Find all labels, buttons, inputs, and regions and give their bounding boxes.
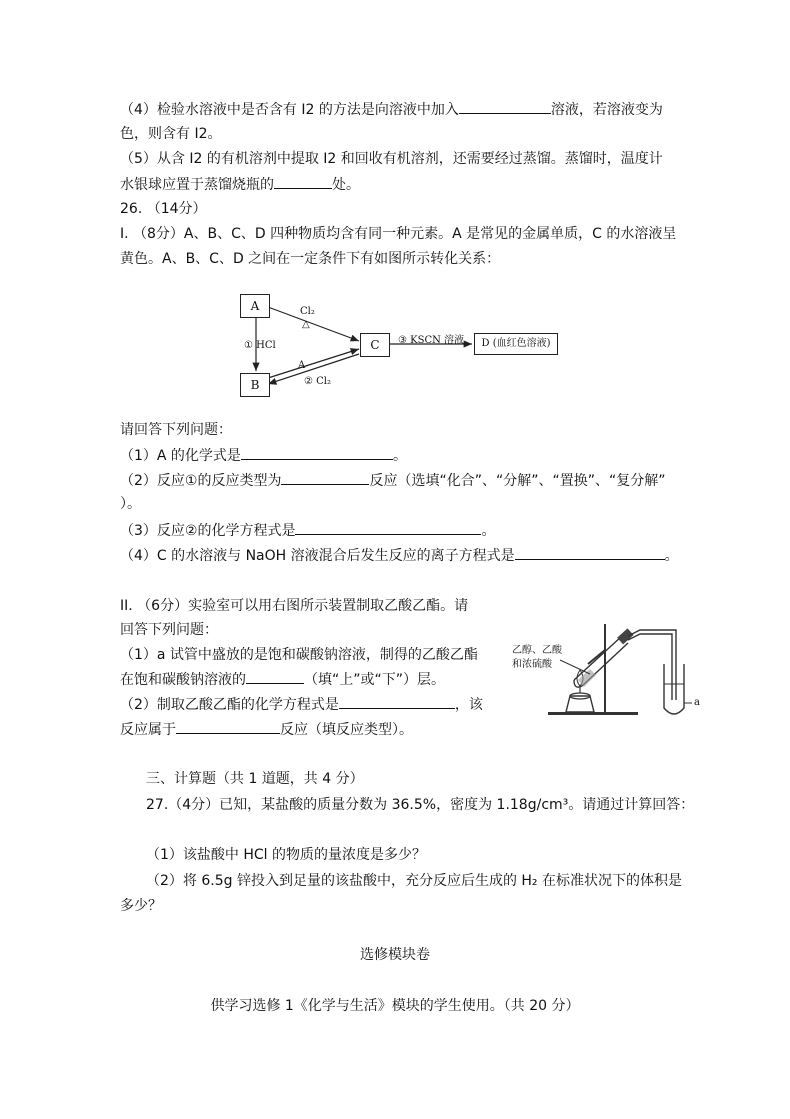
q25-5-line1: （5）从含 I2 的有机溶剂中提取 I2 和回收有机溶剂，还需要经过蒸馏。蒸馏时，温度计: [120, 151, 663, 167]
q26-3: （3）反应②的化学方程式是 。: [120, 520, 495, 541]
q26-I-line2: 黄色。A、B、C、D 之间在一定条件下有如图所示转化关系：: [120, 251, 501, 267]
box-b: B: [240, 373, 270, 397]
tube-a-label: a: [694, 697, 700, 708]
q25-4-line1: （4）检验水溶液中是否含有 I2 的方法是向溶液中加入 溶液，若溶液变为: [120, 99, 663, 120]
q26-2-line1: （2）反应①的反应类型为 反应（选填“化合”、“分解”、“置换”、“复分解”: [120, 470, 666, 491]
q26-1: （1）A 的化学式是 。: [120, 445, 407, 466]
q27-2-line1: （2）将 6.5g 锌投入到足量的该盐酸中，充分反应后生成的 H₂ 在标准状况下的体积是: [146, 873, 682, 889]
label-step2-cl2: ② Cl₂: [304, 376, 332, 387]
q26-heading: 26. （14分）: [120, 201, 207, 217]
q26-I-line1: I. （8分）A、B、C、D 四种物质均含有同一种元素。A 是常见的金属单质，C 的水溶液呈: [120, 226, 677, 242]
q25-4-line2: 色，则含有 I2。: [120, 126, 222, 142]
q26-II-1-line2: 在饱和碳酸钠溶液的 （填“上”或“下”）层。: [120, 669, 445, 690]
q26-II-2-line1: （2）制取乙酸乙酯的化学方程式是 ，该: [120, 694, 483, 715]
q26-II-line1: II. （6分）实验室可以用右图所示装置制取乙酸乙酯。请: [120, 598, 469, 614]
reagent-label-1: 乙醇、乙酸: [512, 645, 562, 656]
q27-2-line2: 多少？: [120, 898, 162, 914]
label-step1: ① HCl: [244, 340, 276, 351]
q26-II-1-line1: （1）a 试管中盛放的是饱和碳酸钠溶液，制得的乙酸乙酯: [120, 647, 478, 663]
box-c: C: [360, 333, 390, 357]
elective-note: 供学习选修 1《化学与生活》模块的学生使用。（共 20 分）: [210, 998, 580, 1014]
section-3-heading: 三、计算题（共 1 道题，共 4 分）: [146, 771, 364, 787]
q26-II-line2: 回答下列问题：: [120, 622, 218, 638]
label-heat: △: [302, 319, 310, 330]
q26-II-2-line2: 反应属于 反应（填反应类型）。: [120, 719, 413, 740]
label-step3: ③ KSCN 溶液: [398, 335, 465, 346]
q26-2-line2: ）。: [120, 496, 141, 512]
q27-stem: 27.（4分）已知，某盐酸的质量分数为 36.5%，密度为 1.18g/cm³。请通过计算回答：: [146, 797, 695, 813]
label-cl2-top: Cl₂: [300, 306, 315, 317]
box-d: D (血红色溶液): [474, 333, 558, 355]
elective-title: 选修模块卷: [360, 947, 430, 963]
q25-5-line2: 水银球应置于蒸馏烧瓶的 处。: [120, 174, 360, 195]
q26-4: （4）C 的水溶液与 NaOH 溶液混合后发生反应的离子方程式是 。: [120, 545, 679, 566]
reagent-label-2: 和浓硫酸: [512, 659, 552, 670]
q27-1: （1）该盐酸中 HCl 的物质的量浓度是多少？: [146, 847, 426, 863]
please-answer: 请回答下列问题：: [120, 422, 232, 438]
box-a: A: [240, 294, 270, 318]
label-step2-a: A: [298, 360, 306, 371]
